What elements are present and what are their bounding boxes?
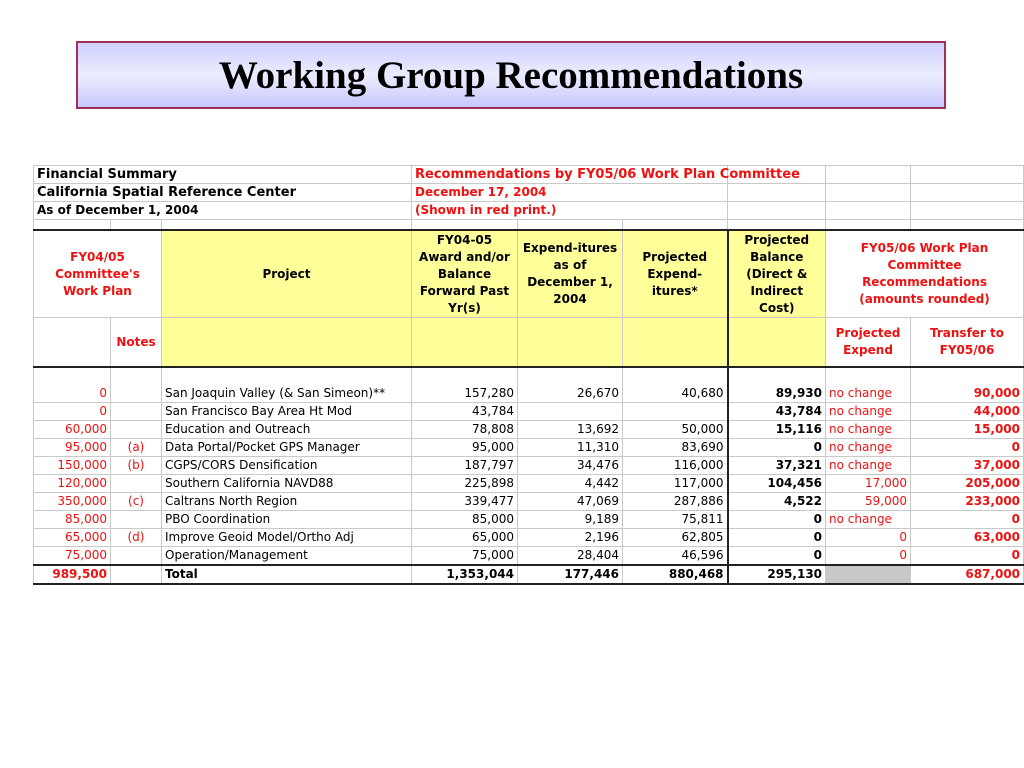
header-blank: [623, 318, 728, 368]
cell-award: 187,797: [412, 457, 518, 475]
cell-award: 225,898: [412, 475, 518, 493]
header-blank: [728, 318, 826, 368]
cell-note: (b): [111, 457, 162, 475]
cell-note: [111, 511, 162, 529]
cell-transfer: 205,000: [911, 475, 1024, 493]
cell-plan: 0: [34, 367, 111, 403]
table-row: [34, 547, 1024, 566]
cell-expenditures: 26,670: [518, 367, 623, 403]
total-award: 1,353,044: [412, 565, 518, 584]
financial-summary-table: [33, 165, 1024, 585]
info-left-2: As of December 1, 2004: [34, 202, 412, 220]
header-projected-balance: Projected Balance (Direct & Indirect Cost): [728, 230, 826, 318]
total-projected-expenditures: 880,468: [623, 565, 728, 584]
cell-projected-balance: 89,930: [728, 367, 826, 403]
info-blank: [911, 184, 1024, 202]
cell-projected-expend: no change: [826, 439, 911, 457]
spacer-cell: [911, 220, 1024, 231]
slide-title-box: [76, 41, 946, 109]
info-right-0: Recommendations by FY05/06 Work Plan Committee: [412, 166, 728, 184]
cell-plan: 65,000: [34, 529, 111, 547]
cell-projected-expend: no change: [826, 457, 911, 475]
cell-transfer: 0: [911, 439, 1024, 457]
cell-projected-balance: 15,116: [728, 421, 826, 439]
info-left-0: Financial Summary: [34, 166, 412, 184]
header-projected-expend: Projected Expend: [826, 318, 911, 368]
total-expenditures: 177,446: [518, 565, 623, 584]
info-left-1: California Spatial Reference Center: [34, 184, 412, 202]
cell-projected-expenditures: 40,680: [623, 367, 728, 403]
table-row: [34, 421, 1024, 439]
cell-project: San Joaquin Valley (& San Simeon)**: [162, 367, 412, 403]
cell-note: (c): [111, 493, 162, 511]
spacer-cell: [518, 220, 623, 231]
cell-transfer: 233,000: [911, 493, 1024, 511]
header-notes: Notes: [111, 318, 162, 368]
total-grey-cell: [826, 565, 911, 584]
spacer-cell: [34, 220, 111, 231]
cell-projected-balance: 43,784: [728, 403, 826, 421]
table-row: [34, 403, 1024, 421]
cell-note: [111, 421, 162, 439]
cell-projected-expenditures: 287,886: [623, 493, 728, 511]
header-work-plan: FY04/05 Committee's Work Plan: [34, 230, 162, 318]
cell-award: 65,000: [412, 529, 518, 547]
cell-projected-expend: 0: [826, 547, 911, 566]
cell-note: (a): [111, 439, 162, 457]
cell-projected-expenditures: 62,805: [623, 529, 728, 547]
cell-projected-expenditures: 83,690: [623, 439, 728, 457]
info-blank: [826, 166, 911, 184]
cell-project: PBO Coordination: [162, 511, 412, 529]
cell-projected-balance: 0: [728, 529, 826, 547]
cell-transfer: 44,000: [911, 403, 1024, 421]
cell-projected-expenditures: 46,596: [623, 547, 728, 566]
cell-expenditures: 13,692: [518, 421, 623, 439]
info-blank: [728, 202, 826, 220]
cell-plan: 75,000: [34, 547, 111, 566]
header-transfer: Transfer to FY05/06: [911, 318, 1024, 368]
total-blank: [111, 565, 162, 584]
cell-expenditures: 28,404: [518, 547, 623, 566]
spacer-cell: [826, 220, 911, 231]
financial-summary-sheet: [33, 165, 1021, 605]
cell-project: Education and Outreach: [162, 421, 412, 439]
info-right-2: (Shown in red print.): [412, 202, 728, 220]
spacer-cell: [623, 220, 728, 231]
header-expenditures: Expend-itures as of December 1, 2004: [518, 230, 623, 318]
cell-note: [111, 475, 162, 493]
cell-note: [111, 547, 162, 566]
info-blank: [826, 202, 911, 220]
info-blank: [911, 166, 1024, 184]
cell-transfer: 63,000: [911, 529, 1024, 547]
cell-projected-balance: 37,321: [728, 457, 826, 475]
header-projected-expenditures: Projected Expend-itures*: [623, 230, 728, 318]
cell-note: [111, 403, 162, 421]
cell-expenditures: 9,189: [518, 511, 623, 529]
header-blank: [412, 318, 518, 368]
cell-transfer: 90,000: [911, 367, 1024, 403]
cell-plan: 0: [34, 403, 111, 421]
cell-transfer: 0: [911, 547, 1024, 566]
cell-project: CGPS/CORS Densification: [162, 457, 412, 475]
spacer-cell: [412, 220, 518, 231]
cell-plan: 85,000: [34, 511, 111, 529]
cell-projected-expend: 17,000: [826, 475, 911, 493]
cell-projected-balance: 0: [728, 439, 826, 457]
cell-award: 339,477: [412, 493, 518, 511]
cell-projected-balance: 104,456: [728, 475, 826, 493]
header-blank: [34, 318, 111, 368]
cell-plan: 350,000: [34, 493, 111, 511]
cell-note: [111, 367, 162, 403]
cell-plan: 120,000: [34, 475, 111, 493]
info-blank: [911, 202, 1024, 220]
table-row: [34, 529, 1024, 547]
cell-projected-expenditures: 50,000: [623, 421, 728, 439]
cell-expenditures: 11,310: [518, 439, 623, 457]
cell-project: Operation/Management: [162, 547, 412, 566]
cell-project: Caltrans North Region: [162, 493, 412, 511]
spacer-cell: [728, 220, 826, 231]
slide-title: Working Group Recommendations: [218, 53, 804, 97]
cell-award: 85,000: [412, 511, 518, 529]
cell-projected-expenditures: [623, 403, 728, 421]
cell-award: 75,000: [412, 547, 518, 566]
cell-expenditures: [518, 403, 623, 421]
cell-projected-balance: 4,522: [728, 493, 826, 511]
info-blank: [826, 184, 911, 202]
table-row: [34, 457, 1024, 475]
cell-expenditures: 47,069: [518, 493, 623, 511]
cell-transfer: 37,000: [911, 457, 1024, 475]
cell-projected-expend: no change: [826, 403, 911, 421]
info-right-1: December 17, 2004: [412, 184, 728, 202]
cell-award: 157,280: [412, 367, 518, 403]
header-blank: [518, 318, 623, 368]
total-label: Total: [162, 565, 412, 584]
table-row: [34, 475, 1024, 493]
cell-project: Data Portal/Pocket GPS Manager: [162, 439, 412, 457]
table-row: [34, 493, 1024, 511]
cell-projected-expend: 0: [826, 529, 911, 547]
cell-project: Southern California NAVD88: [162, 475, 412, 493]
spacer-cell: [111, 220, 162, 231]
cell-plan: 95,000: [34, 439, 111, 457]
table-row: [34, 439, 1024, 457]
cell-projected-expenditures: 116,000: [623, 457, 728, 475]
cell-project: Improve Geoid Model/Ortho Adj: [162, 529, 412, 547]
header-blank: [162, 318, 412, 368]
cell-projected-expend: no change: [826, 367, 911, 403]
cell-projected-expend: 59,000: [826, 493, 911, 511]
cell-transfer: 15,000: [911, 421, 1024, 439]
cell-project: San Francisco Bay Area Ht Mod: [162, 403, 412, 421]
header-award: FY04-05 Award and/or Balance Forward Past Yr(s): [412, 230, 518, 318]
cell-plan: 60,000: [34, 421, 111, 439]
table-row: [34, 367, 1024, 403]
cell-award: 43,784: [412, 403, 518, 421]
cell-award: 78,808: [412, 421, 518, 439]
cell-expenditures: 2,196: [518, 529, 623, 547]
cell-note: (d): [111, 529, 162, 547]
cell-transfer: 0: [911, 511, 1024, 529]
header-fy0506-recommendations: FY05/06 Work Plan Committee Recommendations (amounts rounded): [826, 230, 1024, 318]
cell-projected-balance: 0: [728, 511, 826, 529]
cell-projected-expend: no change: [826, 511, 911, 529]
cell-expenditures: 4,442: [518, 475, 623, 493]
cell-projected-expenditures: 117,000: [623, 475, 728, 493]
total-plan: 989,500: [34, 565, 111, 584]
total-transfer: 687,000: [911, 565, 1024, 584]
info-blank: [728, 184, 826, 202]
cell-projected-expenditures: 75,811: [623, 511, 728, 529]
cell-projected-balance: 0: [728, 547, 826, 566]
spacer-cell: [162, 220, 412, 231]
cell-projected-expend: no change: [826, 421, 911, 439]
total-projected-balance: 295,130: [728, 565, 826, 584]
cell-plan: 150,000: [34, 457, 111, 475]
header-project: Project: [162, 230, 412, 318]
table-row: [34, 511, 1024, 529]
cell-award: 95,000: [412, 439, 518, 457]
cell-expenditures: 34,476: [518, 457, 623, 475]
